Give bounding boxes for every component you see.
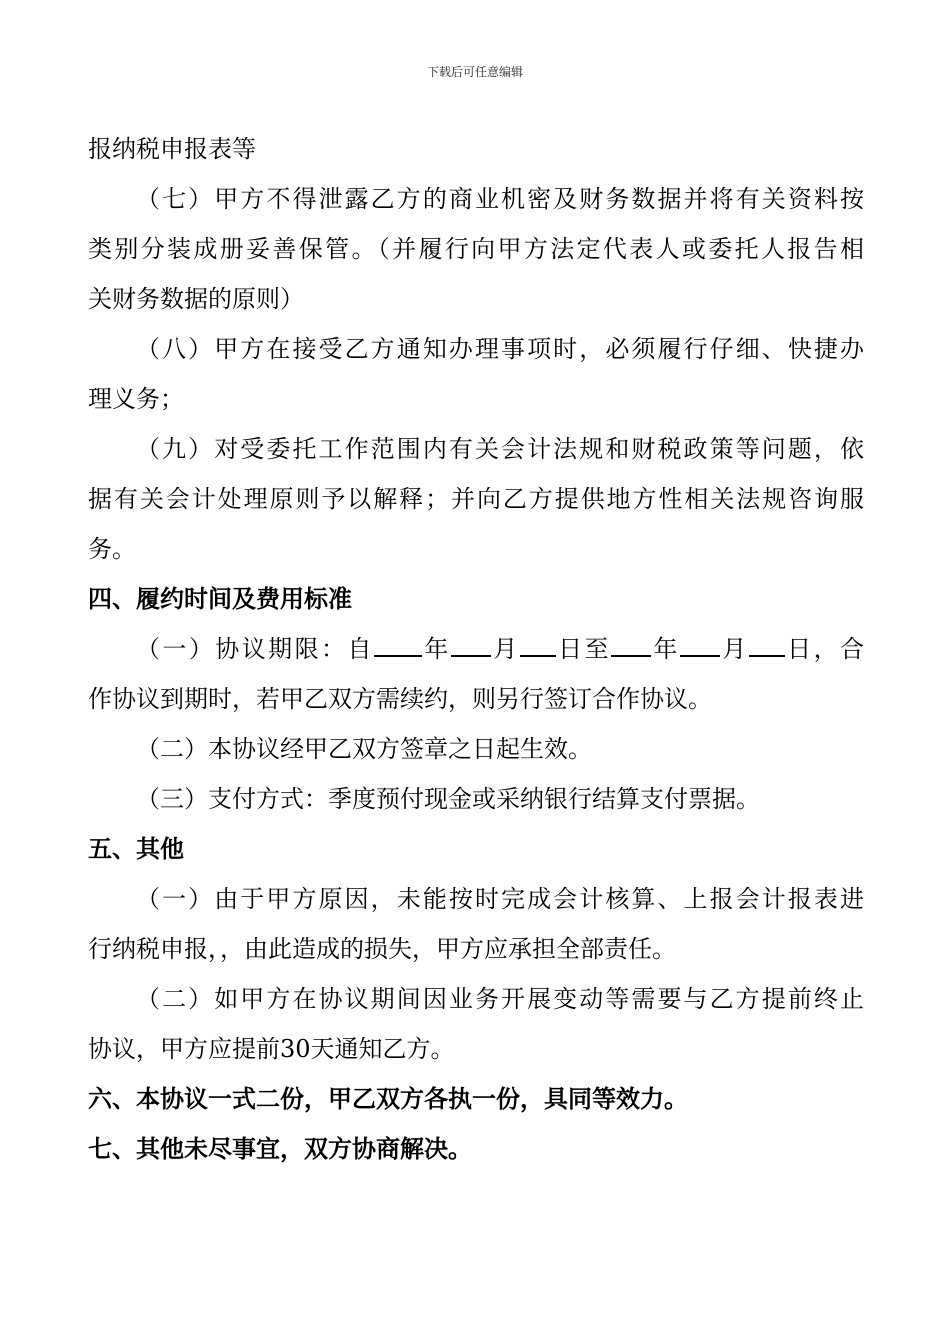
term-day-label: 日，合 — [784, 635, 865, 663]
section-heading-7: 七、其他未尽事宜，双方协商解决。 — [88, 1134, 472, 1163]
agreement-term-line — [88, 624, 864, 674]
clause-9-line: 据有关会计处理原则予以解释；并向乙方提供地方性相关法规咨询服 — [88, 485, 864, 513]
clause-payment-line: （三）支付方式：季度预付现金或采纳银行结算支付票据。 — [136, 785, 760, 813]
fill-blank — [680, 633, 720, 657]
section-heading-4: 四、履约时间及费用标准 — [88, 584, 352, 613]
fill-blank — [749, 633, 785, 657]
clause-effective-line: （二）本协议经甲乙双方签章之日起生效。 — [136, 735, 592, 763]
clause-8-line: （八）甲方在接受乙方通知办理事项时，必须履行仔细、快捷办 — [136, 335, 864, 363]
fill-blank — [520, 633, 556, 657]
clause-term-line: 作协议到期时，若甲乙双方需续约，则另行签订合作协议。 — [88, 685, 712, 713]
page-header-note: 下载后可任意编辑 — [426, 65, 523, 79]
clause-9-line: 务。 — [88, 535, 136, 563]
clause-termination-line: （二）如甲方在协议期间因业务开展变动等需要与乙方提前终止 — [136, 985, 864, 1013]
clause-7-line: （七）甲方不得泄露乙方的商业机密及财务数据并将有关资料按 — [136, 185, 864, 213]
term-month-label: 月 — [490, 635, 520, 663]
document-body — [88, 124, 864, 1174]
term-year-label: 年 — [421, 635, 451, 663]
term-day-label: 日至 — [555, 635, 611, 663]
section-heading-5: 五、其他 — [88, 834, 184, 863]
clause-liability-line: （一）由于甲方原因，未能按时完成会计核算、上报会计报表进 — [136, 885, 864, 913]
clause-7-line: 关财务数据的原则） — [88, 285, 304, 313]
fill-blank — [451, 633, 491, 657]
clause-9-line: （九）对受委托工作范围内有关会计法规和财税政策等问题，依 — [136, 435, 864, 463]
clause-termination-line: 协议，甲方应提前30天通知乙方。 — [88, 1035, 455, 1063]
section-heading-6: 六、本协议一式二份，甲乙双方各执一份，具同等效力。 — [88, 1084, 688, 1113]
fill-blank — [611, 633, 651, 657]
term-prefix: （一）协议期限：自 — [136, 635, 374, 663]
paragraph-line: 报纳税申报表等 — [88, 135, 256, 163]
clause-liability-line: 行纳税申报，，由此造成的损失，甲方应承担全部责任。 — [88, 935, 676, 963]
term-year-label: 年 — [650, 635, 680, 663]
clause-8-line: 理义务； — [88, 385, 184, 413]
fill-blank — [374, 633, 422, 657]
clause-7-line: 类别分装成册妥善保管。（并履行向甲方法定代表人或委托人报告相 — [88, 235, 864, 263]
term-month-label: 月 — [719, 635, 749, 663]
